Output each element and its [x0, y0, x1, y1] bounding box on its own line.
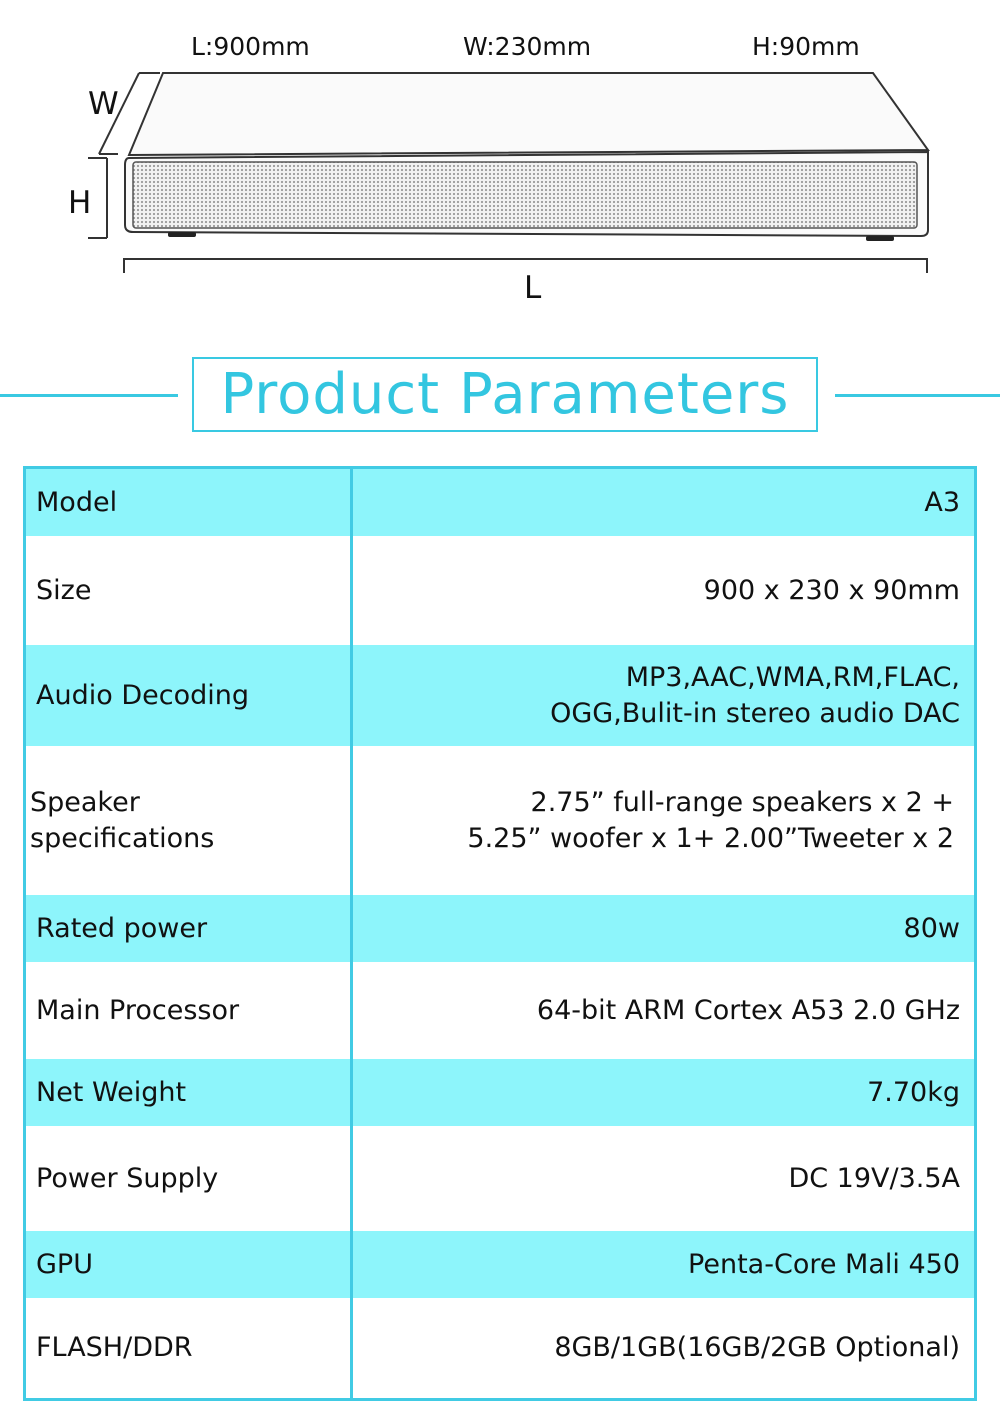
header-divider-right: [835, 394, 1000, 397]
spec-label-model: Model: [26, 469, 353, 536]
spec-label-speaker-specifications: Speaker specifications: [26, 746, 353, 895]
header-divider-left: [0, 394, 178, 397]
spec-value-audio-decoding: MP3,AAC,WMA,RM,FLAC, OGG,Bulit-in stereo audio DAC: [550, 661, 960, 729]
spec-label-rated-power: Rated power: [26, 895, 353, 962]
spec-value-gpu: Penta-Core Mali 450: [688, 1248, 960, 1280]
page-title: Product Parameters: [220, 362, 790, 427]
soundbar-illustration: [0, 0, 1000, 320]
table-row: [26, 1126, 974, 1231]
section-header: [192, 357, 818, 432]
spec-label-audio-decoding: Audio Decoding: [26, 645, 353, 746]
table-row: [26, 645, 974, 746]
spec-label-main-processor: Main Processor: [26, 962, 353, 1059]
table-row: [26, 1298, 974, 1398]
length-axis-letter: L: [524, 270, 542, 306]
width-axis-letter: W: [88, 86, 119, 122]
product-dimension-diagram: [0, 0, 1000, 320]
spec-value-main-processor: 64-bit ARM Cortex A53 2.0 GHz: [536, 994, 960, 1026]
spec-value-rated-power: 80w: [903, 912, 960, 944]
length-dimension-label: L:900mm: [191, 32, 310, 61]
spec-label-size: Size: [26, 536, 353, 645]
table-row: [26, 895, 974, 962]
spec-label-gpu: GPU: [26, 1231, 353, 1298]
spec-value-power-supply: DC 19V/3.5A: [788, 1162, 960, 1194]
height-axis-letter: H: [68, 185, 92, 221]
table-row: [26, 962, 974, 1059]
table-row: [26, 1231, 974, 1298]
spec-value-net-weight: 7.70kg: [867, 1076, 960, 1108]
height-dimension-label: H:90mm: [752, 32, 860, 61]
spec-value-size: 900 x 230 x 90mm: [703, 574, 960, 606]
width-dimension-label: W:230mm: [463, 32, 592, 61]
table-row: [26, 536, 974, 645]
spec-label-flash-ddr: FLASH/DDR: [26, 1298, 353, 1398]
table-row: [26, 469, 974, 536]
spec-value-speaker-specifications: 2.75” full-range speakers x 2 + 5.25” woofer x 1+ 2.00”Tweeter x 2: [467, 786, 954, 854]
spec-table: [23, 466, 977, 1401]
spec-label-net-weight: Net Weight: [26, 1059, 353, 1126]
table-row: [26, 746, 974, 895]
spec-value-flash-ddr: 8GB/1GB(16GB/2GB Optional): [554, 1332, 960, 1363]
spec-label-power-supply: Power Supply: [26, 1126, 353, 1231]
table-row: [26, 1059, 974, 1126]
spec-value-model: A3: [924, 486, 960, 518]
